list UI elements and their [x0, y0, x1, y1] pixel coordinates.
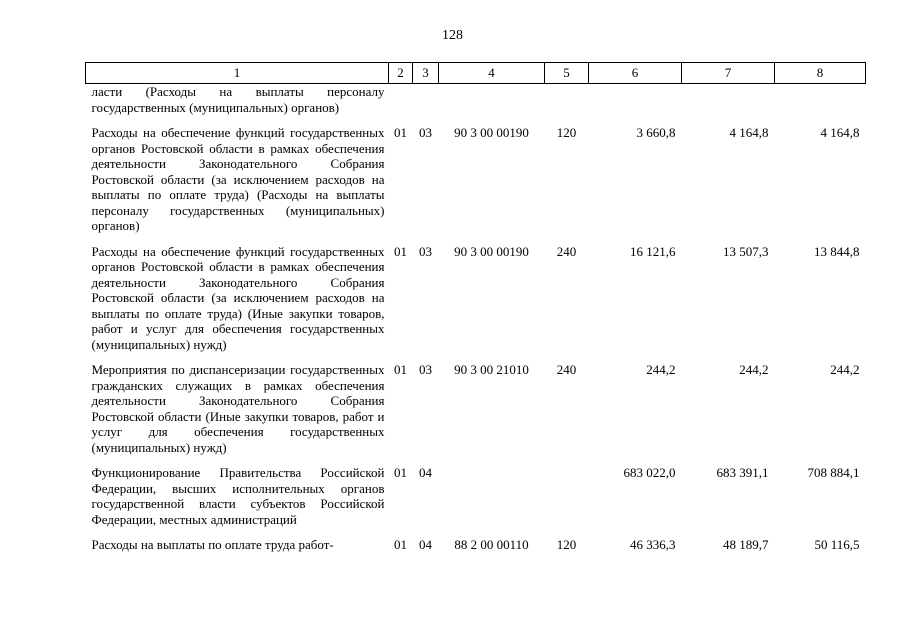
table-body — [86, 84, 866, 563]
budget-table — [85, 62, 866, 563]
header-col-7: 7 — [682, 63, 775, 84]
row-description: ласти (Расходы на выплаты персоналу государственных (муниципальных) органов) — [91, 84, 385, 115]
row-subsection: 04 — [419, 465, 432, 480]
row-subsection: 03 — [419, 362, 432, 377]
row-amount-col7 — [682, 84, 775, 126]
table-row — [86, 537, 866, 563]
header-col-6: 6 — [589, 63, 682, 84]
row-amount-col7: 13 507,3 — [723, 243, 769, 259]
row-amount-col7: 244,2 — [739, 362, 769, 377]
row-amount-col6: 16 121,6 — [630, 243, 676, 259]
row-amount-col8: 244,2 — [830, 362, 860, 377]
row-amount-col6: 244,2 — [646, 362, 676, 377]
row-expense-type: 120 — [556, 537, 577, 552]
header-col-3: 3 — [413, 63, 439, 84]
header-col-5: 5 — [545, 63, 589, 84]
header-col-1: 1 — [86, 63, 389, 84]
row-amount-col6: 3 660,8 — [636, 125, 676, 140]
header-col-4: 4 — [439, 63, 545, 84]
table-header — [86, 63, 866, 84]
row-amount-col6: 46 336,3 — [630, 537, 676, 552]
row-description: Расходы на обеспечение функций государственных органов Ростовской области в рамках обеспечения деятельности Законодательного Собрания Ростовской области (за исключением расходов на выплаты по оплате труда) (Расходы на выплаты персоналу государственных (муниципальных) органов) — [91, 125, 385, 233]
row-amount-col6: 683 022,0 — [623, 465, 676, 480]
row-subsection: 03 — [419, 125, 432, 140]
table-row — [86, 244, 866, 363]
row-target-code: 90 3 00 21010 — [454, 362, 529, 377]
page-number: 128 — [442, 28, 463, 43]
header-row — [86, 63, 866, 84]
row-target-code — [439, 465, 545, 537]
row-subsection: 04 — [419, 537, 432, 552]
row-section: 01 — [394, 465, 407, 480]
row-section: 01 — [394, 243, 407, 259]
row-amount-col8: 708 884,1 — [807, 465, 860, 480]
row-section: 01 — [394, 537, 407, 552]
row-expense-type: 240 — [556, 362, 577, 377]
row-description: Функционирование Правительства Российской Федерации, высших исполнительных органов государственной власти субъектов Российской Федерации, местных администраций — [91, 465, 385, 527]
row-description: Мероприятия по диспансеризации государственных гражданских служащих в рамках обеспечения деятельности Законодательного Собрания Ростовской области (Иные закупки товаров, работ и услуг для обеспечения государственных (муниципальных) нужд) — [91, 362, 385, 455]
row-subsection — [413, 84, 439, 126]
row-target-code: 90 3 00 00190 — [454, 125, 529, 140]
table-row — [86, 362, 866, 465]
row-amount-col7: 683 391,1 — [716, 465, 769, 480]
row-description: Расходы на выплаты по оплате труда работ- — [91, 537, 334, 552]
row-expense-type — [545, 84, 589, 126]
row-expense-type: 120 — [556, 125, 577, 140]
header-col-2: 2 — [389, 63, 413, 84]
row-amount-col8: 50 116,5 — [814, 537, 860, 552]
row-section — [389, 84, 413, 126]
row-amount-col7: 4 164,8 — [729, 125, 769, 140]
row-description: Расходы на обеспечение функций государственных органов Ростовской области в рамках обеспечения деятельности Законодательного Собрания Ростовской области (за исключением расходов на выплаты по оплате труда) (Иные закупки товаров, работ и услуг для обеспечения государственных (муниципальных) нужд) — [91, 243, 385, 352]
row-target-code — [439, 84, 545, 126]
row-expense-type: 240 — [556, 243, 577, 259]
header-col-8: 8 — [775, 63, 866, 84]
row-section: 01 — [394, 362, 407, 377]
row-target-code: 90 3 00 00190 — [454, 243, 529, 259]
row-section: 01 — [394, 125, 407, 140]
row-expense-type — [545, 465, 589, 537]
row-target-code: 88 2 00 00110 — [454, 537, 529, 552]
row-amount-col6 — [589, 84, 682, 126]
table-row — [86, 125, 866, 244]
row-amount-col8: 4 164,8 — [820, 125, 860, 140]
row-amount-col8: 13 844,8 — [814, 243, 860, 259]
row-amount-col7: 48 189,7 — [723, 537, 769, 552]
table-row — [86, 465, 866, 537]
row-amount-col8 — [775, 84, 866, 126]
row-subsection: 03 — [419, 243, 432, 259]
table-row — [86, 84, 866, 126]
